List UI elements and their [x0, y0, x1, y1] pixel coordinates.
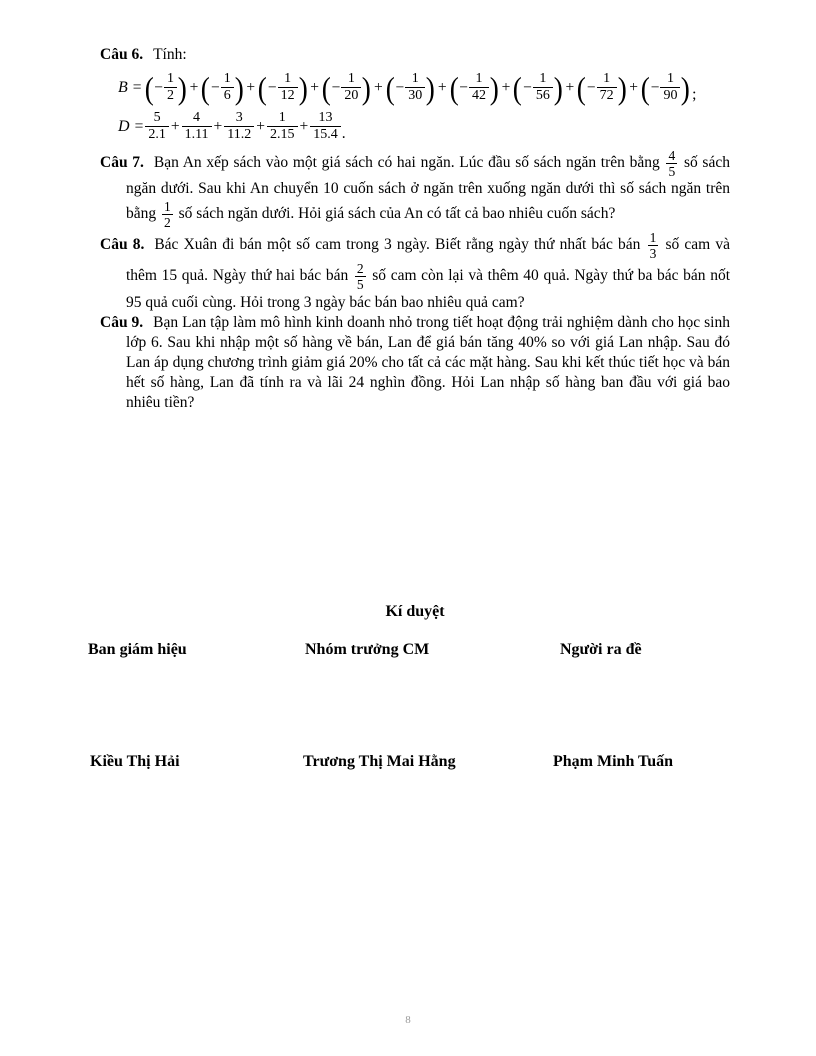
signature-role-board: Ban giám hiệu [88, 641, 187, 659]
denominator: 5 [356, 277, 364, 293]
fraction [162, 199, 173, 230]
variable-b: B [118, 78, 128, 96]
minus-sign: − [211, 78, 220, 96]
numerator: 3 [235, 110, 243, 126]
fraction [405, 71, 425, 104]
denominator: 30 [405, 87, 425, 104]
semicolon: ; [692, 85, 697, 103]
close-paren: ) [298, 69, 308, 106]
denominator: 2 [164, 214, 171, 230]
plus-sign: + [310, 78, 319, 96]
page-number: 8 [405, 1014, 411, 1026]
numerator: 1 [603, 71, 611, 87]
question-8 [100, 230, 730, 313]
fraction [469, 71, 489, 104]
fraction [597, 71, 617, 104]
question-8-label: Câu 8. [100, 236, 145, 254]
numerator: 1 [166, 71, 174, 87]
open-paren: ( [385, 69, 395, 106]
minus-sign: − [650, 78, 660, 96]
variable-d: D [118, 117, 130, 135]
denominator: 3 [649, 246, 657, 262]
numerator: 4 [193, 110, 201, 126]
denominator: 15.4 [310, 126, 341, 143]
plus-sign: + [437, 78, 447, 96]
approval-title: Kí duyệt [385, 603, 445, 621]
numerator: 1 [475, 71, 483, 87]
fraction [666, 148, 677, 179]
open-paren: ( [201, 69, 211, 106]
numerator: 1 [347, 71, 355, 87]
equals-sign: = [134, 117, 144, 135]
denominator: 6 [221, 87, 234, 104]
question-8-text-1: Bác Xuân đi bán một số cam trong 3 ngày. Biết rằng ngày thứ nhất bác bán [154, 236, 641, 254]
minus-sign: − [331, 78, 341, 96]
denominator: 56 [533, 87, 553, 104]
fraction [224, 110, 254, 143]
plus-sign: + [189, 78, 199, 96]
signature-name-3: Phạm Minh Tuấn [553, 753, 674, 771]
denominator: 2.15 [267, 126, 298, 143]
fraction [355, 261, 366, 292]
close-paren: ) [425, 69, 436, 106]
signature-role-group-leader: Nhóm trưởng CM [305, 641, 430, 659]
numerator: 1 [649, 230, 657, 246]
open-paren: ( [513, 69, 523, 106]
minus-sign: − [267, 78, 277, 96]
open-paren: ( [640, 69, 650, 106]
question-8-text-3: số cam còn lại và thêm 40 quả. Ngày thứ ba bác bán nốt 95 quả cuối cùng. Hỏi trong 3 ngày bác bán bao nhiêu quả cam? [126, 267, 730, 311]
question-7 [100, 148, 730, 231]
plus-sign: + [246, 78, 256, 96]
question-7-text-2: số sách ngăn dưới. Sau khi An chuyển 10 cuốn sách ở ngăn trên xuống ngăn dưới thì số sách ngăn trên bằng [126, 153, 730, 223]
numerator: 13 [318, 110, 333, 126]
fraction [164, 71, 177, 104]
fraction [278, 71, 298, 104]
question-6 [100, 45, 730, 65]
fraction [267, 110, 298, 143]
fraction [533, 71, 553, 104]
denominator: 72 [597, 87, 617, 104]
denominator: 2 [164, 87, 177, 104]
numerator: 2 [356, 261, 364, 277]
close-paren: ) [617, 69, 627, 106]
signature-name-1: Kiều Thị Hải [90, 753, 180, 771]
numerator: 1 [666, 71, 674, 87]
fraction [341, 71, 361, 104]
numerator: 1 [411, 71, 419, 87]
fraction [310, 110, 341, 143]
question-9-text: Bạn Lan tập làm mô hình kinh doanh nhỏ trong tiết hoạt động trải nghiệm dành cho học sinh lớp 6. Sau khi nhập một số hàng về bán, Lan để giá bán tăng 40% so với giá Lan nhập. Sau đó Lan áp dụng chương trình giảm giá 20% cho tất cả các mặt hàng. Sau khi kết thúc tiết học và bán hết số hàng, Lan đã tính ra và lãi 24 nghìn đồng. Hỏi Lan nhập số hàng ban đầu với giá bao nhiêu tiền? [126, 313, 730, 412]
question-7-label: Câu 7. [100, 153, 144, 171]
question-7-text-1: Bạn An xếp sách vào một giá sách có hai ngăn. Lúc đầu số sách ngăn trên bằng [153, 153, 660, 171]
question-6-intro: Tính: [153, 46, 187, 63]
formula-b [118, 71, 730, 104]
fraction [182, 110, 212, 143]
question-9 [100, 313, 730, 414]
period: . [341, 125, 346, 143]
plus-sign: + [213, 117, 223, 135]
minus-sign: − [459, 78, 468, 96]
minus-sign: − [586, 78, 596, 96]
plus-sign: + [629, 78, 639, 96]
denominator: 5 [668, 163, 676, 179]
fraction [221, 71, 234, 104]
formula-d [118, 110, 730, 143]
denominator: 90 [660, 87, 680, 104]
denominator: 42 [469, 87, 489, 104]
open-paren: ( [449, 69, 459, 106]
question-7-text-3: số sách ngăn dưới. Hỏi giá sách của An có tất cả bao nhiêu cuốn sách? [178, 205, 616, 223]
close-paren: ) [553, 69, 563, 106]
fraction [660, 71, 680, 104]
plus-sign: + [299, 117, 309, 135]
question-6-label: Câu 6. [100, 46, 144, 63]
equals-sign: = [132, 78, 142, 96]
open-paren: ( [321, 69, 331, 106]
fraction [648, 230, 659, 261]
denominator: 1.11 [182, 126, 212, 143]
minus-sign: − [523, 78, 532, 96]
signature-role-exam-author: Người ra đề [560, 641, 642, 659]
open-paren: ( [144, 69, 154, 106]
denominator: 2.1 [145, 126, 169, 143]
open-paren: ( [577, 69, 587, 106]
numerator: 1 [164, 198, 171, 214]
plus-sign: + [170, 117, 180, 135]
question-9-label: Câu 9. [100, 313, 144, 331]
plus-sign: + [501, 78, 511, 96]
open-paren: ( [257, 69, 268, 106]
plus-sign: + [374, 78, 383, 96]
minus-sign: − [154, 78, 163, 96]
numerator: 1 [278, 110, 286, 126]
close-paren: ) [362, 69, 372, 106]
numerator: 4 [668, 147, 676, 163]
close-paren: ) [489, 69, 499, 106]
denominator: 11.2 [224, 126, 254, 143]
signature-name-2: Trương Thị Mai Hằng [303, 753, 456, 771]
close-paren: ) [177, 69, 187, 106]
numerator: 1 [223, 71, 231, 87]
denominator: 20 [341, 87, 361, 104]
numerator: 1 [539, 71, 547, 87]
denominator: 12 [278, 87, 298, 104]
signature-block [88, 603, 730, 818]
close-paren: ) [234, 69, 244, 106]
minus-sign: − [395, 78, 405, 96]
plus-sign: + [565, 78, 575, 96]
fraction [145, 110, 169, 143]
numerator: 5 [153, 110, 161, 126]
question-8-text-2: số cam và thêm 15 quả. Ngày thứ hai bác bán [126, 236, 731, 285]
close-paren: ) [681, 69, 691, 106]
plus-sign: + [256, 117, 266, 135]
numerator: 1 [284, 71, 292, 87]
